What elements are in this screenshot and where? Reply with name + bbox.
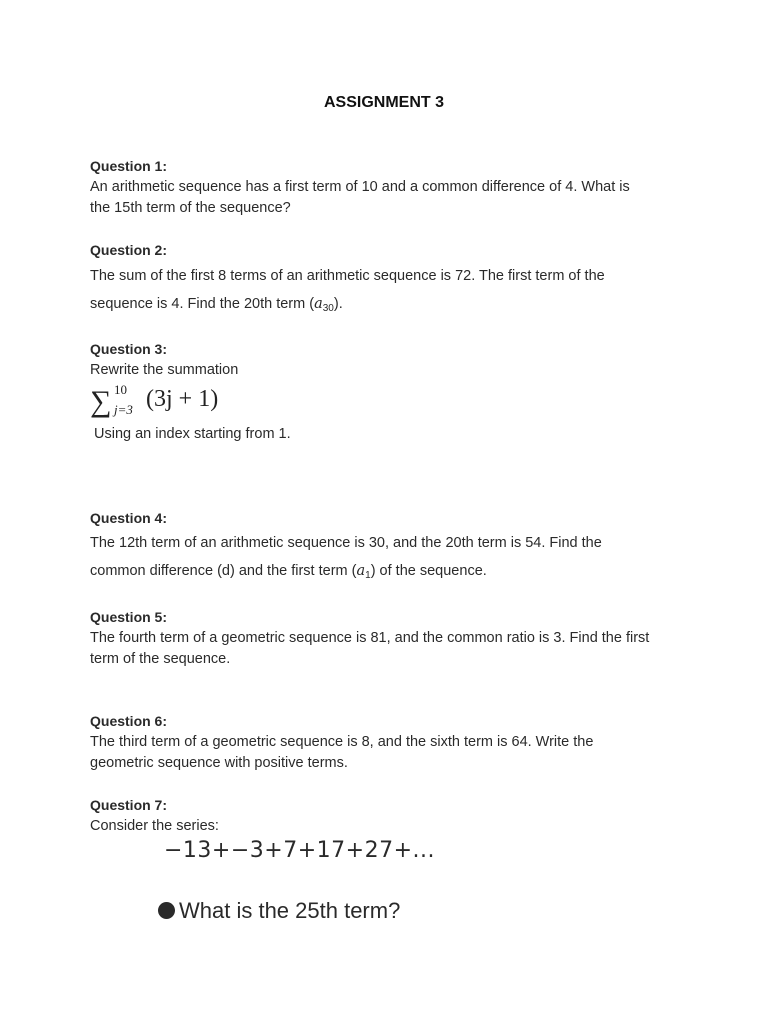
question-6-text [90, 732, 690, 774]
question-4-line-2 [90, 557, 690, 590]
question-2-line-2-end: ). [333, 296, 343, 312]
term-subscript: 30 [322, 303, 334, 314]
first-term-subscript: 1 [365, 570, 371, 581]
question-4-line-2-end: ) of the sequence. [370, 563, 487, 579]
question-5-line-2: term of the sequence. [90, 651, 231, 667]
question-4-line-1: The 12th term of an arithmetic sequence is 30, and the 20th term is 54. Find the [90, 535, 602, 551]
question-7-intro: Consider the series: [90, 818, 219, 834]
question-2-heading: Question 2: [90, 242, 168, 258]
question-2-line-2-start: sequence is 4. Find the 20th term ( [90, 296, 315, 312]
summation-upper-limit: 10 [114, 382, 127, 397]
question-1-heading: Question 1: [90, 158, 168, 174]
question-2-text [90, 262, 690, 323]
sigma-symbol: ∑ [90, 385, 112, 418]
question-2-line-1: The sum of the first 8 terms of an arithmetic sequence is 72. The first term of the [90, 268, 605, 284]
question-1-text [90, 177, 690, 219]
bullet-question-text: What is the 25th term? [179, 898, 401, 923]
question-3-instruction: Using an index starting from 1. [94, 426, 291, 442]
bullet-icon [158, 902, 175, 919]
summation-expression: (3j + 1) [146, 386, 219, 412]
page-title: ASSIGNMENT 3 [323, 94, 444, 111]
question-4-heading: Question 4: [90, 510, 168, 526]
question-2-line-2 [90, 290, 690, 323]
term-variable: a [314, 296, 323, 312]
question-6-line-2: geometric sequence with positive terms. [90, 755, 348, 771]
question-1-line-1: An arithmetic sequence has a first term of 10 and a common difference of 4. What is [90, 179, 630, 195]
summation-lower-limit: j=3 [114, 402, 133, 417]
question-5-heading: Question 5: [90, 609, 168, 625]
question-4-text [90, 529, 690, 590]
question-4-line-2-start: common difference (d) and the first term ( [90, 563, 357, 579]
question-7-heading: Question 7: [90, 797, 168, 813]
question-6-heading: Question 6: [90, 713, 168, 729]
question-3-heading: Question 3: [90, 341, 168, 357]
series-expression: −13+−3+7+17+27+... [164, 838, 435, 863]
question-5-line-1: The fourth term of a geometric sequence is 81, and the common ratio is 3. Find the first [90, 630, 650, 646]
question-5-text [90, 628, 690, 670]
bullet-question [158, 898, 400, 924]
question-1-line-2: the 15th term of the sequence? [90, 200, 291, 216]
question-3-intro: Rewrite the summation [90, 362, 239, 378]
first-term-variable: a [356, 563, 366, 579]
question-6-line-1: The third term of a geometric sequence is 8, and the sixth term is 64. Write the [90, 734, 594, 750]
